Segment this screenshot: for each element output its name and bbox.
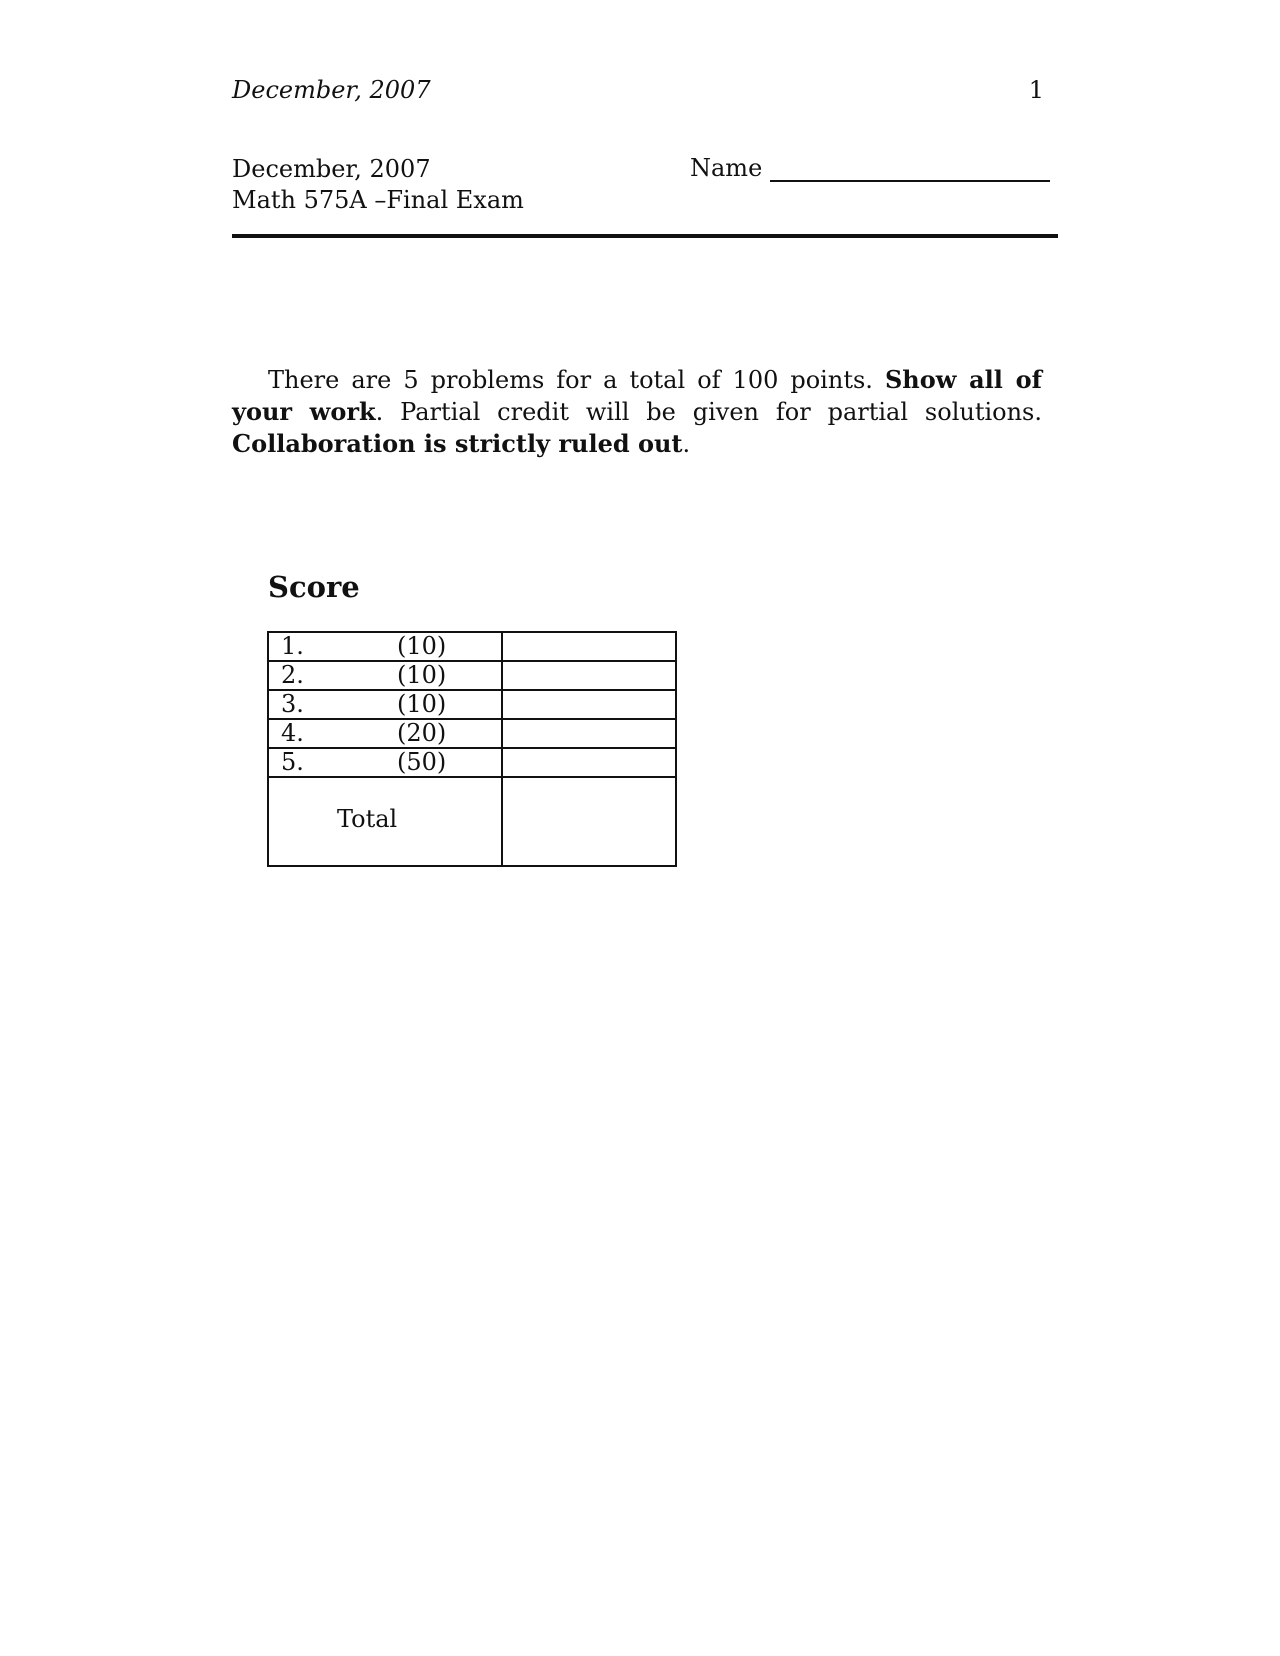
problem-points: (50) (397, 748, 447, 776)
page-number: 1 (1028, 76, 1044, 104)
problem-number: 4. (281, 719, 304, 747)
score-row (268, 661, 676, 690)
score-row (268, 632, 676, 661)
instructions-bold-1: Show all of your work (232, 365, 1043, 426)
instructions-text-3: . (682, 430, 691, 458)
score-blank (502, 719, 676, 748)
problem-points: (10) (397, 661, 447, 689)
problem-points: (10) (397, 632, 447, 660)
running-head-date: December, 2007 (232, 76, 431, 104)
name-blank-line (770, 160, 1050, 182)
instructions-bold-2: Collaboration is strictly ruled out (232, 429, 683, 458)
score-row (268, 719, 676, 748)
problem-number: 1. (281, 632, 304, 660)
exam-date: December, 2007 (232, 155, 431, 183)
instructions-text-1: There are 5 problems for a total of 100 points. (268, 366, 885, 394)
score-title: Score (268, 570, 360, 604)
problem-number: 3. (281, 690, 304, 718)
score-blank (502, 748, 676, 777)
course-title: Math 575A –Final Exam (232, 186, 524, 214)
problem-number: 2. (281, 661, 304, 689)
exam-header (232, 154, 524, 216)
score-table (267, 631, 677, 867)
score-row (268, 690, 676, 719)
problem-number: 5. (281, 748, 304, 776)
total-label: Total (337, 805, 398, 833)
instructions-text-2: . Partial credit will be given for partial solutions. (375, 398, 1043, 426)
score-blank (502, 632, 676, 661)
score-row (268, 748, 676, 777)
score-blank (502, 690, 676, 719)
instructions-paragraph (232, 364, 1042, 460)
score-blank (502, 661, 676, 690)
header-rule (232, 234, 1058, 238)
total-row (268, 777, 676, 866)
problem-points: (20) (397, 719, 447, 747)
problem-points: (10) (397, 690, 447, 718)
total-blank (502, 777, 676, 866)
name-field (690, 154, 1050, 182)
name-label: Name (690, 154, 763, 182)
